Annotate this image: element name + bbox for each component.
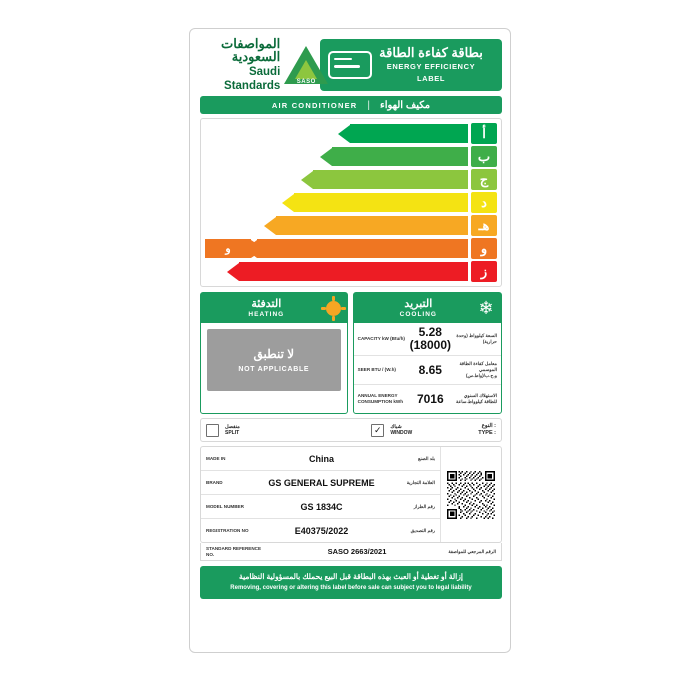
window-label — [390, 424, 412, 436]
performance-panels — [200, 292, 502, 414]
certificate-number-label-ar: رقم التصديق — [410, 527, 435, 533]
annual-consumption-label-ar: الاستهلاك السنوي للطاقة كيلوواط.ساعة — [456, 393, 497, 404]
scale-row — [201, 260, 501, 283]
saso-branding — [200, 36, 316, 92]
heating-value-english: NOT APPLICABLE — [238, 366, 310, 373]
split-label — [225, 424, 240, 436]
selected-grade-letter: و — [205, 239, 251, 258]
cooling-annual-consumption-row — [354, 384, 501, 413]
made-in-row — [201, 447, 440, 471]
standard-reference-label-en: STANDARD REFERENCE NO. — [206, 545, 262, 557]
capacity-value-btu: (18000) — [409, 338, 451, 352]
capacity-label-ar: السعة كيلوواط (وحدة حرارية) — [456, 333, 497, 344]
model-number-value: GS 1834C — [300, 501, 343, 512]
grade-letter: أ — [471, 123, 497, 144]
made-in-value: China — [308, 453, 334, 464]
cooling-panel — [353, 292, 502, 414]
heating-title-bar — [201, 293, 347, 323]
cooling-capacity-row — [354, 323, 501, 355]
seer-value: 8.65 — [418, 362, 442, 377]
saso-arabic-name: المواصفات السعودية — [221, 36, 281, 64]
heating-panel — [200, 292, 348, 414]
capacity-value — [410, 326, 451, 352]
type-label-en: TYPE : — [478, 430, 496, 436]
heating-title-arabic: التدفئة — [251, 297, 282, 310]
snowflake-icon: ❄ — [478, 298, 494, 318]
product-info-block — [200, 446, 502, 543]
registration-label-en: REGISTRATION NO — [206, 527, 249, 533]
window-label-en: WINDOW — [390, 430, 413, 436]
air-conditioner-icon — [328, 51, 372, 79]
brand-row — [201, 471, 440, 495]
sun-icon — [326, 301, 341, 316]
window-label-ar: شباك — [390, 424, 402, 430]
type-label-ar: النوع : — [481, 423, 496, 429]
capacity-value-kw: 5.28 — [418, 325, 442, 339]
split-checkbox[interactable] — [206, 424, 219, 437]
grade-letter: ز — [471, 261, 497, 282]
model-number-label-en: MODEL NUMBER — [206, 503, 244, 509]
cooling-title-arabic: التبريد — [404, 297, 433, 310]
type-label — [478, 423, 496, 437]
brand-label-ar: العلامة التجارية — [406, 479, 435, 485]
standard-reference-value: SASO 2663/2021 — [327, 547, 387, 556]
grade-letter: ب — [471, 146, 497, 167]
scale-row-selected — [201, 237, 501, 260]
heating-value-box — [207, 329, 341, 391]
split-label-en: SPLIT — [225, 430, 240, 436]
grade-letter: ج — [471, 169, 497, 190]
brand-label-en: BRAND — [206, 479, 223, 485]
annual-consumption-value: 7016 — [416, 391, 444, 406]
scale-row — [201, 122, 501, 145]
qr-code-graphic — [447, 471, 495, 519]
annual-consumption-label-en: ANNUAL ENERGY CONSUMPTION kWh — [357, 393, 404, 404]
title-arabic: بطاقة كفاءة الطاقة — [379, 45, 483, 60]
cooling-title-english: COOLING — [399, 310, 437, 318]
scale-row — [201, 214, 501, 237]
made-in-label-ar: بلد الصنع — [418, 455, 435, 461]
product-type-english: AIR CONDITIONER — [271, 100, 358, 110]
energy-label-card — [189, 28, 511, 653]
cooling-seer-row — [354, 355, 501, 384]
model-number-row — [201, 495, 440, 519]
product-type-arabic: مكيف الهواء — [380, 99, 431, 111]
label-header — [200, 36, 502, 92]
certificate-number-row — [201, 519, 440, 542]
model-number-label-ar: رقم الطراز — [413, 503, 435, 509]
check-icon: ✓ — [374, 424, 382, 435]
title-english: ENERGY EFFICIENCY LABEL — [386, 62, 476, 83]
saso-logo-icon — [284, 46, 316, 84]
qr-code-icon — [440, 447, 501, 542]
efficiency-scale — [200, 118, 502, 287]
capacity-label-en: CAPACITY kW (Btu/h) — [357, 336, 405, 341]
cooling-title-bar — [354, 293, 501, 323]
footer-english: Removing, covering or altering this label before sale can subject you to legal liability — [230, 585, 472, 591]
grade-letter: هـ — [471, 215, 497, 236]
standard-reference-row — [200, 543, 502, 561]
scale-row — [201, 168, 501, 191]
made-in-label-en: MADE IN — [206, 455, 226, 461]
product-type-separator: | — [367, 99, 370, 111]
scale-row — [201, 191, 501, 214]
split-label-ar: منفصل — [225, 424, 240, 430]
product-type-bar — [200, 96, 502, 114]
legal-footer — [200, 566, 502, 599]
window-checkbox[interactable] — [371, 424, 384, 437]
grade-letter: و — [471, 238, 497, 259]
label-inner — [200, 36, 502, 599]
certificate-number-value: E40375/2022 — [294, 525, 349, 536]
energy-label-title-bar — [320, 39, 502, 91]
heating-value-arabic: لا تنطبق — [253, 347, 295, 361]
type-selection-row — [200, 418, 502, 442]
seer-label-ar: معامل كفاءة الطاقة الموسمي و.ح.ب/(واط.س) — [459, 361, 497, 378]
footer-arabic: إزالة أو تغطية أو العبث بهذه البطاقة قبل البيع يحملك بالمسؤولية النظامية — [239, 572, 463, 581]
scale-row — [201, 145, 501, 168]
grade-letter: د — [471, 192, 497, 213]
brand-value: GS GENERAL SUPREME — [268, 477, 375, 488]
standard-reference-label-ar: الرقم المرجعي للمواصفة — [448, 548, 496, 554]
seer-label-en: SEER BTU / (W.h) — [357, 367, 396, 372]
heating-title-english: HEATING — [248, 310, 285, 318]
saso-english-name: Saudi Standards — [224, 66, 281, 92]
saso-logo-word: SASO — [296, 79, 316, 85]
